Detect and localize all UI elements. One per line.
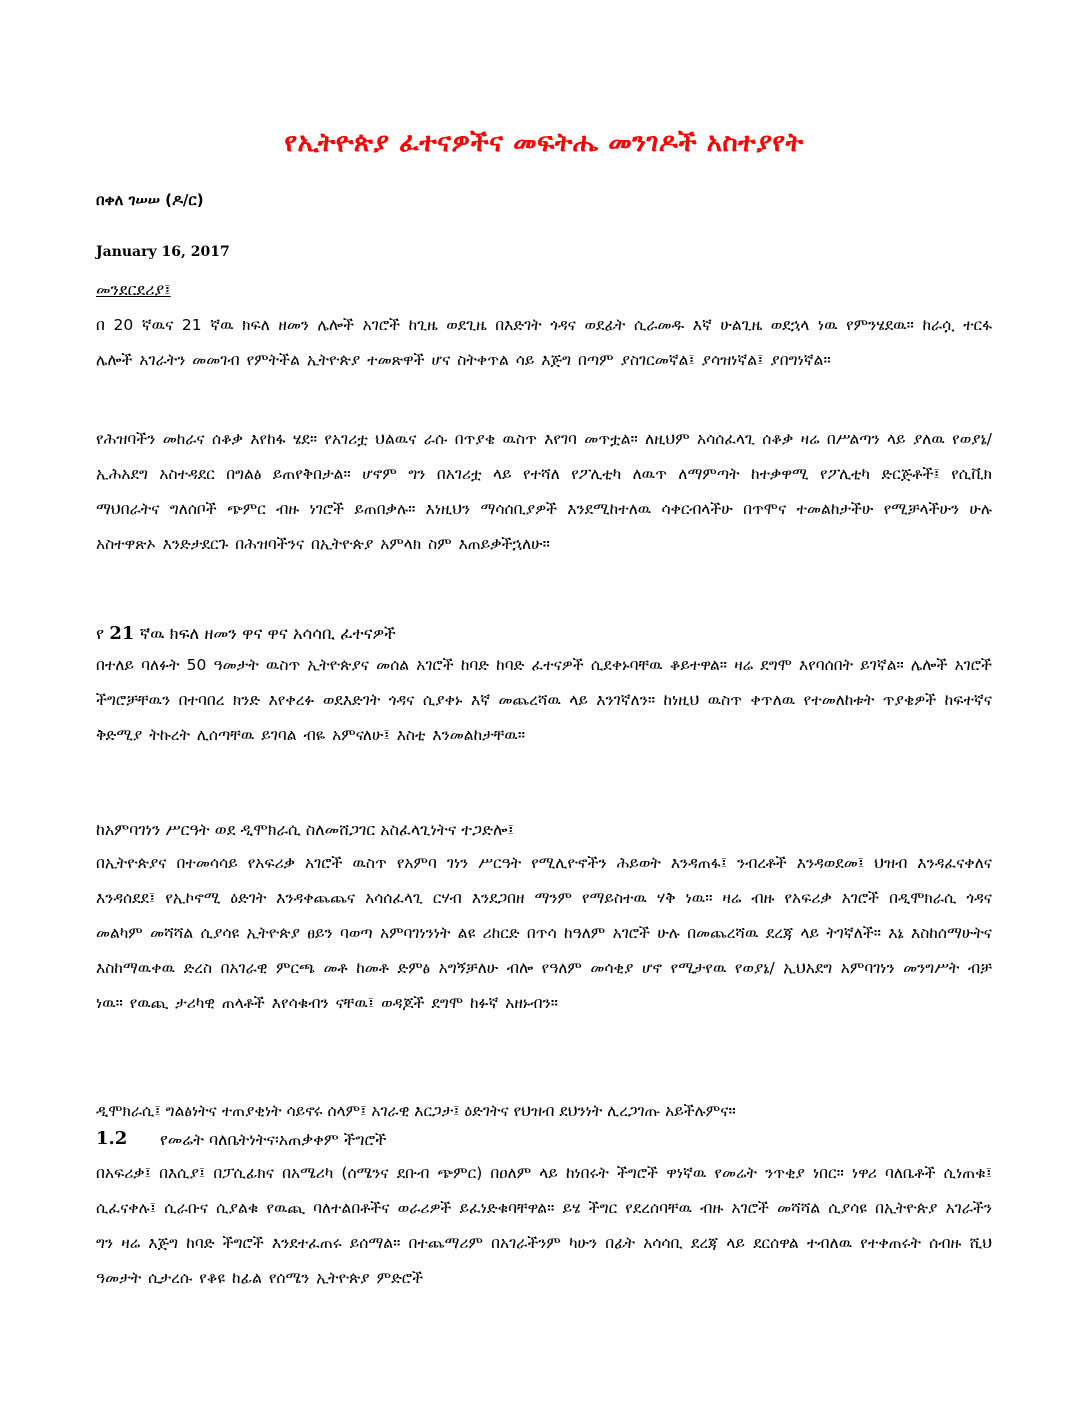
section-1-heading-prefix: የ [96, 624, 105, 643]
paragraph-4: በኢትዮጵያና በተመሳሳይ የአፍሪቃ አገሮች ዉስጥ የአምባ ገነን ሥርዓት የሚሊዮኖችን ሕይወት እንዳጠፋ፤ ንብረቶች እንዳወደመ፤ ህዝብ እንዳፈናቀለና እንዳሰደደ፤ የኢኮኖሚ ዕድገት እንዳቀጨጨና አሳሰፈላጊ ርሃብ እንደጋበዘ ማንም የማይስተዉ ሃቅ ነዉ። ዛሬ ብዙ የአፍሪቃ አገሮች በዲሞክራሲ ጎዳና መልካም መሻሻል ሲያሳዩ ኢትዮጵያ ፀይን ባወጣ አምባገነንነት ልዩ ሪከርድ በጥሳ ከዓለም አገሮች ሁሉ በመጨረሻዉ ደረጃ ላይ ትገኛለች። እኔ እስከሰማሁትና እስከማዉቀዉ ድረስ በአገራዊ ምርጫ መቶ ከመቶ ድምፅ አግኝቻለሁ ብሎ የዓለም መሳቂያ ሆኖ የሚታየዉ የወያኔ/ ኢህአደግ አምባገነን መንግሥት ብቻ ነዉ። የዉጪ ታሪካዊ ጠላቶች እየሳቁብን ናቸዉ፤ ወዳጆች ደግሞ ከፉኛ አዘኑብን። [96, 854, 992, 1012]
paragraph-2: የሕዝባችን መከራና ሰቆቃ እየከፋ ሄደ። የአገሪቷ ህልዉና ራሱ በጥያቄ ዉስጥ እየገባ መጥቷል። ለዚህም አሳሰፈላጊ ሰቆቃ ዛሬ በሥልጣን ላይ ያለዉ የወያኔ/ኢሕአደግ አስተዳደር በግልፅ ይጠየቅበታል። ሆኖም ግን በአገሪቷ ላይ የተሻለ የፖሊቲካ ለዉጥ ለማምጣት ከተቃዋሚ የፖሊቲካ ድርጅቶች፤ የሲቪክ ማህበራትና ግለሰቦች ጭምር ብዙ ነገሮች ይጠበቃሉ። እነዚህን ማሳሰቢያዎች እንደሚከተለዉ ሳቀርብላችሁ በጥሞና ተመልከታችሁ የሚቻላችሁን ሁሉ አስተዋጽኦ እንድታደርጉ በሕዝባችንና በኢትዮጵያ አምላክ ስም እጠይቃችኋለሁ። [96, 430, 992, 553]
summary-line: ዲሞክራሲ፤ ግልፅነትና ተጠያቂነት ሳይኖሩ ሰላም፤ አገራዊ እርጋታ፤ ዕድገትና የህዝብ ደህንነት ሊረጋገጡ አይችሉምና። [96, 1102, 736, 1120]
section-1-heading-text: ኛዉ ክፍለ ዘመን ዋና ዋና አሳሳቢ ፈተናዎች [139, 624, 396, 643]
section-1-heading-number: 21 [109, 623, 135, 644]
intro-heading: መንደርደሪያ፤ [96, 280, 171, 299]
subsection-heading: ከአምባገነን ሥርዓት ወደ ዲሞክራሲ ስለመሸጋገር አስፈላጊነትና ተጋድሎ፤ [96, 820, 515, 839]
paragraph-1: በ 20 ኛዉና 21 ኛዉ ክፍለ ዘመን ሌሎች አገሮች ከጊዜ ወደጊዜ በእድገት ጎዳና ወደፊት ሲራመዱ እኛ ሁልጊዜ ወደኋላ ነዉ የምንሄደዉ። ከራሷ ተርፋ ሌሎች አገራትን መመገብ የምትችል ኢትዮጵያ ተመጽዋች ሆና ስትቀጥል ሳይ እጅግ በጣም ያስገርመኛል፤ ያሳዝነኛል፤ ያበግነኛል። [96, 316, 992, 369]
section-2-heading [96, 1128, 996, 1154]
author-name: በቀለ ገሠሠ (ዶ/ር) [96, 191, 204, 209]
paragraph-5: በአፍሪቃ፤ በእሲያ፤ በፓሲፊክና በአሜሪካ (ሰሜንና ደቡብ ጭምር) በዐለም ላይ ከነበሩት ችግሮች ዋነኛዉ የመሬት ንጥቂያ ነበር። ነዋሪ ባለቤቶች ሲነጠቁ፤ ሲፈናቀሉ፤ ሲራቡና ሲያልቁ የዉጪ ባለተልበቶችና ወራሪዎች ይፈነድቁባቸዋል። ይሄ ችግር የደረሰባቸዉ ብዙ አገሮች መሻሻል ሲያሳዩ በኢትዮጵያ አገራችን ግን ዛሬ እጅግ ከባድ ችግሮች እንደተፈጠሩ ይሰማል። በተጨማሪም በአገራችንም ካሁን በፊት አሳሳቢ ደረጃ ላይ ደርሰዋል ተብለዉ የተቀጠሩት ሰብዙ ሺህ ዓመታት ሲታረሱ የቆዩ ከፊል የሰሜን ኢትዮጵያ ምድሮች [96, 1164, 992, 1287]
publication-date: January 16, 2017 [96, 244, 230, 260]
document-title: የኢትዮጵያ ፈተናዎችና መፍትሔ መንገዶች አስተያየት [284, 128, 804, 158]
section-2-heading-text: የመሬት ባለቤትነትና፡አጠቃቀም ችግሮች [160, 1130, 387, 1149]
paragraph-3: በተለይ ባለፉት 50 ዓመታት ዉስጥ ኢትዮጵያና መሰል አገሮች ከባድ ከባድ ፈተናዎች ሲደቀኑባቸዉ ቆይተዋል። ዛሬ ደግሞ እየባሰበት ይገኛል። ሌሎች አገሮች ችግሮቻቸዉን በተባበረ ክንድ እየቀረፉ ወደእድገት ጎዳና ሲያቀኑ እኛ መጨረሻዉ ላይ እንገኛለን። ከነዚህ ዉስጥ ቀጥለዉ የተመለከቱት ጥያቄዎች ከፍተኛና ቅድሚያ ትኩረት ሊሰጣቸዉ ይገባል ብዬ አምናለሁ፤ እስቲ እንመልከታቸዉ። [96, 656, 992, 744]
section-1-heading [96, 623, 396, 644]
section-2-number: 1.2 [96, 1128, 128, 1149]
